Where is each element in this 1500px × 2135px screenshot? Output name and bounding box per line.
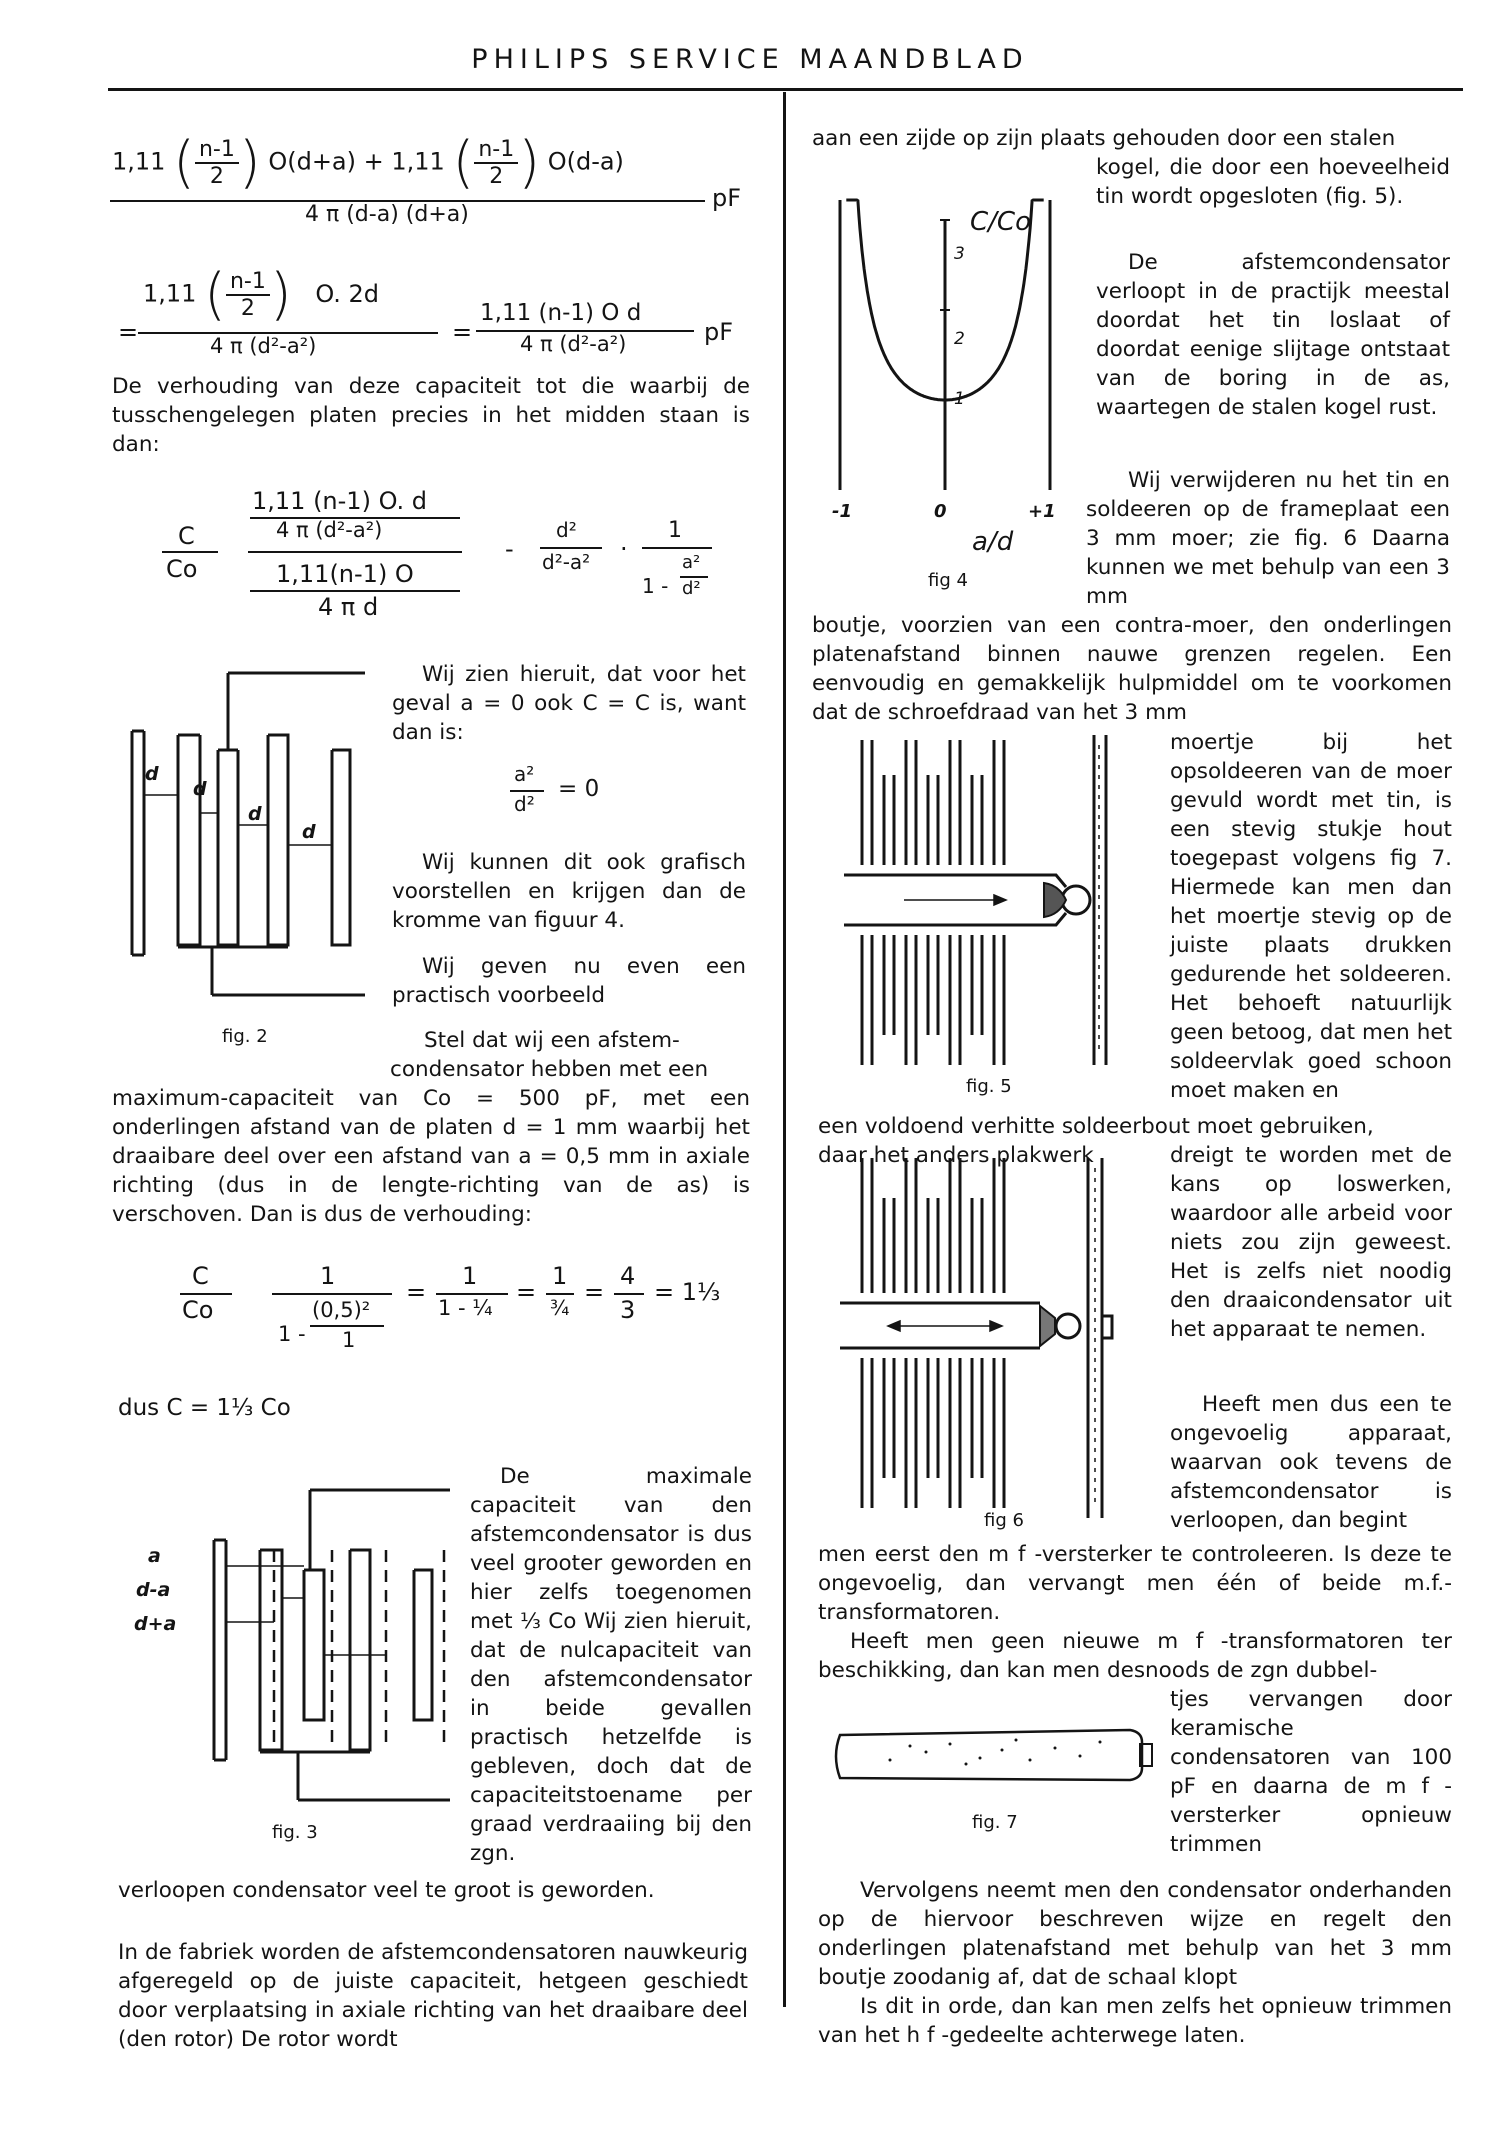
paragraph-r5-cont: men eerst den m f -versterker te controleeren. Is deze te ongevoelig, dan vervangt men één of beide m.f.-transformatoren. [818,1542,1452,1625]
fig2-label-d3: d [248,803,262,825]
column-divider [783,92,786,2007]
fig4-ytick-2: 2 [954,329,965,349]
equation-2-numerator: 1,11 ( $\frac{n-1}{2}$ ) O. 2d [143,262,380,327]
fig4-ylabel: C/Co [970,207,1031,237]
equation-5-f2n: 1 [462,1262,478,1290]
equation-5-c: C [192,1262,209,1290]
equation-5-f2d: 1 - ¼ [438,1296,493,1320]
equation-2-eq-b: = [452,318,473,346]
equation-3-dash: - [505,535,514,563]
fig3-label-d-plus-a: d+a [134,1613,177,1635]
equation-3-f3d-d: d² [682,578,701,599]
equation-5-f4n: 4 [620,1262,636,1290]
equation-5-f1d-d: 1 [342,1328,356,1352]
figure-2-diagram [120,665,380,1005]
paragraph-verhouding: De verhouding van deze capaciteit tot die waarbij de tusschengelegen platen precies in het midden staan is dan: [112,374,750,457]
paragraph-r2-a: Wij verwijderen nu het tin en soldeeren op de frameplaat een 3 mm moer; zie fig. 6 Daarna kunnen we met behulp van een 3 mm [1086,468,1450,609]
fig4-xtick-neg1: -1 [832,501,852,522]
equation-5-f3d: ¾ [550,1296,570,1320]
equation-3-f3n: 1 [668,518,682,543]
paragraph-stel-a: Stel dat wij een afstem- [424,1028,680,1053]
equation-4-result: = 0 [558,776,600,802]
fig4-ytick-3: 3 [954,244,965,264]
paragraph-r5: Heeft men dus een te ongevoelig apparaat, waarvan ook tevens de afstemcondensator is verloopen, dan begint [1170,1392,1452,1533]
equation-2-unit: pF [704,318,734,346]
paragraph-r1: De afstemcondensator verloopt in de practijk meestal doordat het tin loslaat of doordat eenige slijtage ontstaat van de boring in de as, waartegen de stalen kogel rust. [1096,250,1450,420]
equation-3-c-bar [162,551,218,553]
paragraph-r3-cont: een voldoend verhitte soldeerbout moet gebruiken, [818,1114,1374,1139]
fig2-label-d4: d [302,821,316,843]
equation-5-eq1: = [406,1278,427,1306]
equation-2-denominator: 4 π (d²-a²) [210,334,317,358]
equation-3-bot-n: 1,11(n-1) O [276,560,414,588]
equation-5-f1d-n: (0,5)² [312,1298,371,1322]
equation-1-unit: pF [712,184,742,212]
paragraph-r4: dreigt te worden met de kans op loswerken, waardoor alle arbeid voor niets zou zijn geweest. Het is zelfs niet noodig den draaicondensator uit het apparaat te nemen. [1170,1143,1452,1342]
equation-3-f2n: d² [556,518,577,542]
figure-5-diagram [844,735,1129,1065]
equation-5-f3n: 1 [552,1262,568,1290]
equation-2-denominator-b: 4 π (d²-a²) [520,332,627,356]
paragraph-fig3: De maximale capaciteit van den afstemcondensator is dus veel grooter geworden en hier zelfs toegenomen met ⅓ Co Wij zien hieruit, dat de nulcapaciteit van den afstemcondensator in beide gevallen practisch hetzelfde is gebleven, doch dat de capaciteitstoename per graad verdraaiing bij den zgn. [470,1464,752,1866]
fig7-caption: fig. 7 [972,1812,1018,1833]
paragraph-r6-a: Heeft men geen nieuwe m f -transformatoren ter beschikking, dan kan men desnoods de zgn dubbel- [818,1629,1452,1683]
fig4-xtick-0: 0 [934,501,947,522]
fig4-xtick-pos1: +1 [1028,501,1056,522]
equation-5-f4d: 3 [620,1296,636,1324]
figure-4-chart [820,200,1070,490]
equation-3-bot-bar [250,590,460,592]
equation-3-c: C [178,522,195,550]
equation-2-eq: = [118,318,139,346]
equation-3-dot: · [620,535,628,563]
equation-3-f3d-n: a² [682,552,701,573]
equation-4-den: d² [514,792,535,816]
equation-5-f1-bar [272,1293,392,1295]
page-header: PHILIPS SERVICE MAANDBLAD [471,44,1029,75]
fig2-caption: fig. 2 [222,1026,268,1047]
fig3-caption: fig. 3 [272,1822,318,1843]
equation-1-denominator: 4 π (d-a) (d+a) [305,202,469,227]
paragraph-r0-b: kogel, die door een hoeveelheid tin wordt opgesloten (fig. 5). [1096,155,1450,209]
equation-3-f3-bar [642,547,712,549]
fig5-caption: fig. 5 [966,1076,1012,1097]
paragraph-r0-a: aan een zijde op zijn plaats gehouden door een stalen [812,126,1396,151]
figure-7-diagram [830,1720,1160,1790]
paragraph-fig3-cont: verloopen condensator veel te groot is geworden. [118,1878,655,1903]
equation-5-f1d-pre: 1 - [278,1322,306,1346]
fig4-ytick-1: 1 [954,389,965,409]
paragraph-stel-rest: maximum-capaciteit van Co = 500 pF, met een onderlingen afstand van de platen d = 1 mm waarbij het draaibare deel over een afstand van a = 0,5 mm in axiale richting (dus in de lengte-richting van de as) is verschoven. Dan is dus de verhouding: [112,1086,750,1227]
equation-3-top-d: 4 π (d²-a²) [276,518,383,542]
equation-5-f1d-bar [310,1325,384,1327]
fig2-label-d1: d [145,763,159,785]
paragraph-fig2-a: Wij zien hieruit, dat voor het geval a = 0 ook C = C is, want dan is: [392,662,746,745]
equation-3-co: Co [166,555,198,583]
paragraph-r3: moertje bij het opsoldeeren van de moer gevuld wordt met tin, is een stevig stukje hout toegepast volgens fig 7. Hiermede kan men dan het moertje stevig op de juiste plaats drukken gedurende het soldeeren. Het behoeft natuurlijk geen betoog, dat men het soldeervlak goed schoon moet maken en [1170,730,1452,1103]
paragraph-r6-b: tjes vervangen door keramische condensatoren van 100 pF en daarna de m f -versterker opnieuw trimmen [1170,1687,1452,1857]
equation-3-main-bar [248,551,462,553]
paragraph-r7: Vervolgens neemt men den condensator onderhanden op de hiervoor beschreven wijze en regelt den onderlingen platenafstand met behulp van het 3 mm boutje zoodanig af, dat de schaal klopt [818,1878,1452,1990]
equation-1: 1,11 ( $\frac{n-1}{2}$ ) O(d+a) + 1,11 ( $\frac{n-1}{2}$ ) O(d-a) [112,130,624,195]
fig4-xlabel: a/d [972,527,1014,557]
fig3-label-d-minus-a: d-a [136,1579,171,1601]
paragraph-r8: Is dit in orde, dan kan men zelfs het opnieuw trimmen van het h f -gedeelte achterwege laten. [818,1994,1452,2048]
equation-5-c-bar [180,1293,232,1295]
equation-5-eq2: = [516,1278,537,1306]
result-dus: dus C = 1⅓ Co [118,1395,291,1421]
fig3-label-a: a [148,1545,161,1567]
equation-5-f3-bar [546,1293,574,1295]
figure-3-diagram [200,1480,460,1810]
equation-4-num: a² [514,762,535,786]
equation-5-result: = 1⅓ [654,1278,721,1306]
equation-3-f2-bar [540,547,602,549]
figure-6-diagram [840,1158,1125,1518]
paragraph-r3-cont2: daar het anders plakwerk [818,1143,1094,1168]
equation-2-numerator-b: 1,11 (n-1) O d [480,300,642,326]
equation-3-f3d-pre: 1 - [642,574,669,598]
equation-5-f4-bar [614,1293,644,1295]
paragraph-last-left: In de fabriek worden de afstemcondensatoren nauwkeurig afgeregeld op de juiste capaciteit, hetgeen geschiedt door verplaatsing in axiale richting van het draaibare deel (den rotor) De rotor wordt [118,1940,748,2052]
equation-5-co: Co [182,1296,214,1324]
fig6-caption: fig 6 [984,1510,1024,1531]
paragraph-fig2-b: Wij kunnen dit ook grafisch voorstellen en krijgen dan de kromme van figuur 4. [392,850,746,933]
paragraph-stel-b: condensator hebben met een [390,1057,709,1082]
paragraph-fig2-c: Wij geven nu even een practisch voorbeeld [392,954,746,1008]
equation-5-eq3: = [584,1278,605,1306]
equation-3-f2d: d²-a² [542,550,591,574]
equation-5-f1n: 1 [320,1262,336,1290]
fig4-caption: fig 4 [928,570,968,591]
equation-3-bot-d: 4 π d [318,593,379,621]
paragraph-r2-b: boutje, voorzien van een contra-moer, den onderlingen platenafstand binnen nauwe grenzen regelen. Een eenvoudig en gemakkelijk hulpmiddel om te voorkomen dat de schroefdraad van het 3 mm [812,613,1452,725]
equation-5-f2-bar [436,1293,508,1295]
header-rule [108,88,1463,91]
equation-3-top-n: 1,11 (n-1) O. d [252,487,427,515]
fig2-label-d2: d [193,778,207,800]
